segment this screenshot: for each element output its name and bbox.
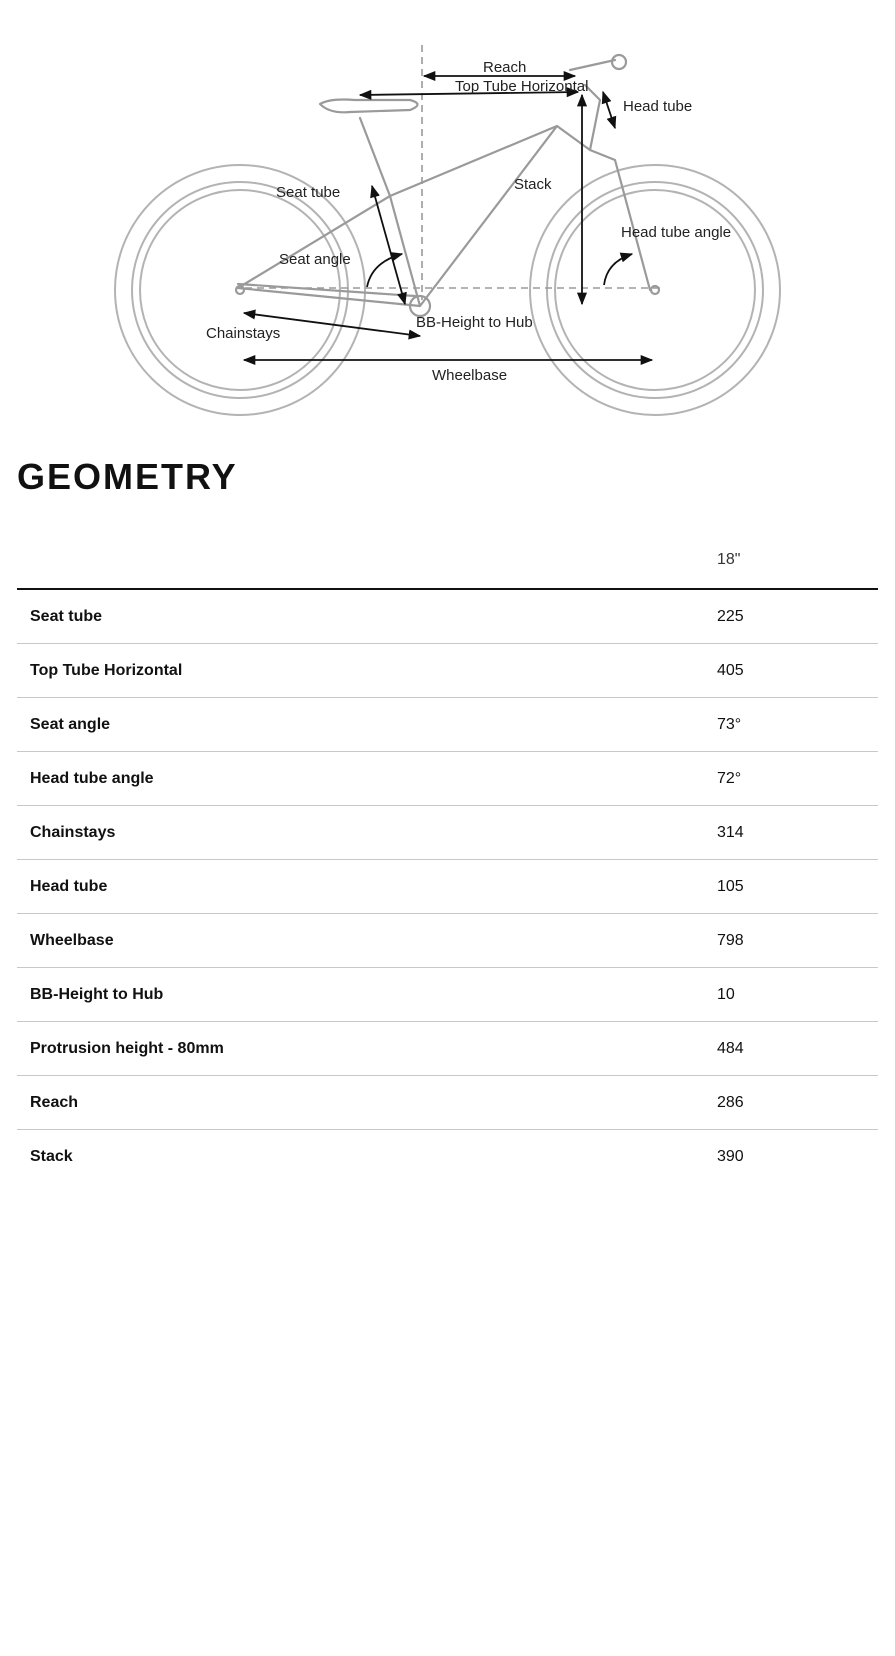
- label-seat-tube: Seat tube: [276, 184, 341, 201]
- row-value: 73°: [717, 698, 878, 752]
- table-row: [17, 589, 878, 644]
- table-row: [17, 968, 878, 1022]
- label-bb-height-to-hub: BB-Height to Hub: [416, 314, 533, 331]
- table-row: [17, 914, 878, 968]
- label-seat-angle: Seat angle: [279, 251, 351, 268]
- row-label: Stack: [30, 1147, 73, 1165]
- label-column-header: [17, 532, 717, 589]
- label-head-tube: Head tube: [623, 98, 693, 115]
- table-row: [17, 698, 878, 752]
- row-label: Chainstays: [17, 806, 717, 860]
- size-column-header: 18": [717, 532, 878, 589]
- label-chainstays: Chainstays: [206, 325, 281, 342]
- row-value: 798: [717, 914, 878, 968]
- label-reach: Reach: [483, 59, 527, 76]
- table-row: [17, 752, 878, 806]
- row-value: 405: [717, 644, 878, 698]
- row-value: 72°: [717, 752, 878, 806]
- label-stack: Stack: [514, 176, 552, 193]
- bike-geometry-diagram: [0, 0, 895, 420]
- row-label: Top Tube Horizontal: [17, 644, 717, 698]
- row-value: 390: [717, 1147, 744, 1165]
- row-value: 286: [717, 1076, 878, 1130]
- row-label: Seat angle: [17, 698, 717, 752]
- row-label: Reach: [17, 1076, 717, 1130]
- label-wheelbase: Wheelbase: [432, 367, 508, 384]
- table-row: [17, 1076, 878, 1130]
- front-wheel: [530, 165, 780, 415]
- row-value: 314: [717, 806, 878, 860]
- row-label: Head tube angle: [17, 752, 717, 806]
- table-row: [17, 1130, 878, 1184]
- geometry-table: [17, 532, 878, 1183]
- geometry-title: GEOMETRY: [17, 456, 238, 497]
- row-label: Wheelbase: [17, 914, 717, 968]
- row-value: 10: [717, 968, 878, 1022]
- table-row: [17, 644, 878, 698]
- label-top-tube-horizontal: Top Tube Horizontal: [455, 78, 589, 95]
- row-label: Protrusion height - 80mm: [17, 1022, 717, 1076]
- label-head-tube-angle: Head tube angle: [621, 224, 732, 241]
- table-header-row: [17, 532, 878, 589]
- row-value: 105: [717, 860, 878, 914]
- row-label: Seat tube: [17, 589, 717, 644]
- table-row: [17, 860, 878, 914]
- table-row: [17, 806, 878, 860]
- row-value: 484: [717, 1022, 878, 1076]
- row-value: 225: [717, 589, 878, 644]
- row-label: Head tube: [17, 860, 717, 914]
- row-label: BB-Height to Hub: [17, 968, 717, 1022]
- table-row: [17, 1022, 878, 1076]
